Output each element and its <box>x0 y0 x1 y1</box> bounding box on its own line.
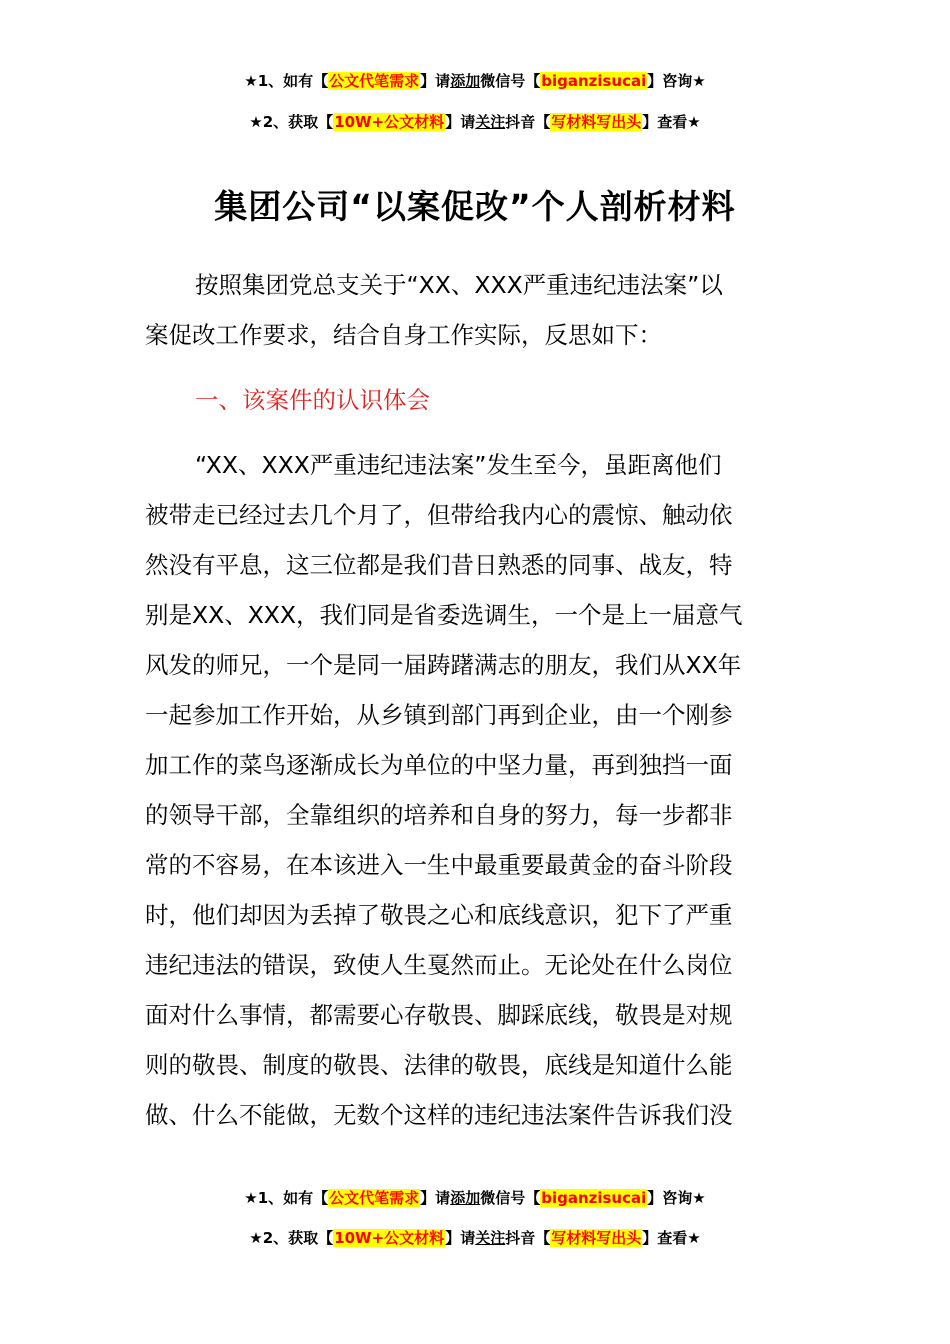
promo-wechat-id: biganzisucai <box>541 72 647 90</box>
paragraph-line: 案促改工作要求，结合自身工作实际，反思如下： <box>145 321 662 349</box>
promo-highlight: 10W+公文材料 <box>334 113 445 131</box>
paragraph-line: 被带走已经过去几个月了，但带给我内心的震惊、触动依 <box>145 501 733 529</box>
promo-underlined: 添加 <box>450 72 481 90</box>
promo-highlight: 公文代笔需求 <box>329 1189 420 1207</box>
promo-text: ★2、获取【 <box>249 1229 334 1247</box>
paragraph-line: 面对什么事情，都需要心存敬畏、脚踩底线，敬畏是对规 <box>145 1001 733 1029</box>
intro-paragraph <box>145 260 810 360</box>
promo-highlight: 10W+公文材料 <box>334 1229 445 1247</box>
paragraph-line: 则的敬畏、制度的敬畏、法律的敬畏，底线是知道什么能 <box>145 1051 733 1079</box>
promo-text: 】查看★ <box>642 1229 701 1247</box>
promo-douyin-id: 写材料写出头 <box>551 1229 642 1247</box>
promo-douyin-id: 写材料写出头 <box>551 113 642 131</box>
promo-text: 抖音【 <box>505 113 551 131</box>
promo-text: 】咨询★ <box>647 72 706 90</box>
footer-promo-line-1 <box>0 1187 950 1209</box>
promo-text: ★2、获取【 <box>249 113 334 131</box>
promo-text: 微信号【 <box>480 72 541 90</box>
promo-text: ★1、如有【 <box>244 72 329 90</box>
paragraph-line: 加工作的菜鸟逐渐成长为单位的中坚力量，再到独挡一面 <box>145 751 733 779</box>
promo-text: 】请 <box>420 72 451 90</box>
paragraph-line: 时，他们却因为丢掉了敬畏之心和底线意识，犯下了严重 <box>145 901 733 929</box>
paragraph-line: 做、什么不能做，无数个这样的违纪违法案件告诉我们没 <box>145 1101 733 1129</box>
promo-text: 抖音【 <box>505 1229 551 1247</box>
body-paragraph <box>145 440 810 1140</box>
header-promo-line-1 <box>0 70 950 92</box>
paragraph-line: 一起参加工作开始，从乡镇到部门再到企业，由一个刚参 <box>145 701 733 729</box>
promo-underlined: 关注 <box>475 1229 506 1247</box>
promo-underlined: 添加 <box>450 1189 481 1207</box>
paragraph-line: “XX、XXX严重违纪违法案”发生至今，虽距离他们 <box>195 451 722 479</box>
paragraph-line: 违纪违法的错误，致使人生戛然而止。无论处在什么岗位 <box>145 951 733 979</box>
paragraph-line: 别是XX、XXX，我们同是省委选调生，一个是上一届意气 <box>145 601 743 629</box>
promo-underlined: 关注 <box>475 113 506 131</box>
promo-highlight: 公文代笔需求 <box>329 72 420 90</box>
footer-promo-line-2 <box>0 1227 950 1249</box>
promo-text: 】请 <box>420 1189 451 1207</box>
promo-text: 】请 <box>445 113 476 131</box>
paragraph-line: 的领导干部，全靠组织的培养和自身的努力，每一步都非 <box>145 801 733 829</box>
document-title: 集团公司“以案促改”个人剖析材料 <box>214 187 736 226</box>
paragraph-line: 风发的师兄，一个是同一届踌躇满志的朋友，我们从XX年 <box>145 651 742 679</box>
promo-wechat-id: biganzisucai <box>541 1189 647 1207</box>
promo-text: 】查看★ <box>642 113 701 131</box>
promo-text: ★1、如有【 <box>244 1189 329 1207</box>
paragraph-line: 按照集团党总支关于“XX、XXX严重违纪违法案”以 <box>195 271 723 299</box>
section-heading: 一、该案件的认识体会 <box>195 386 430 414</box>
header-promo-line-2 <box>0 111 950 133</box>
paragraph-line: 常的不容易，在本该进入一生中最重要最黄金的奋斗阶段 <box>145 851 733 879</box>
promo-text: 】咨询★ <box>647 1189 706 1207</box>
paragraph-line: 然没有平息，这三位都是我们昔日熟悉的同事、战友，特 <box>145 551 733 579</box>
promo-text: 】请 <box>445 1229 476 1247</box>
promo-text: 微信号【 <box>480 1189 541 1207</box>
